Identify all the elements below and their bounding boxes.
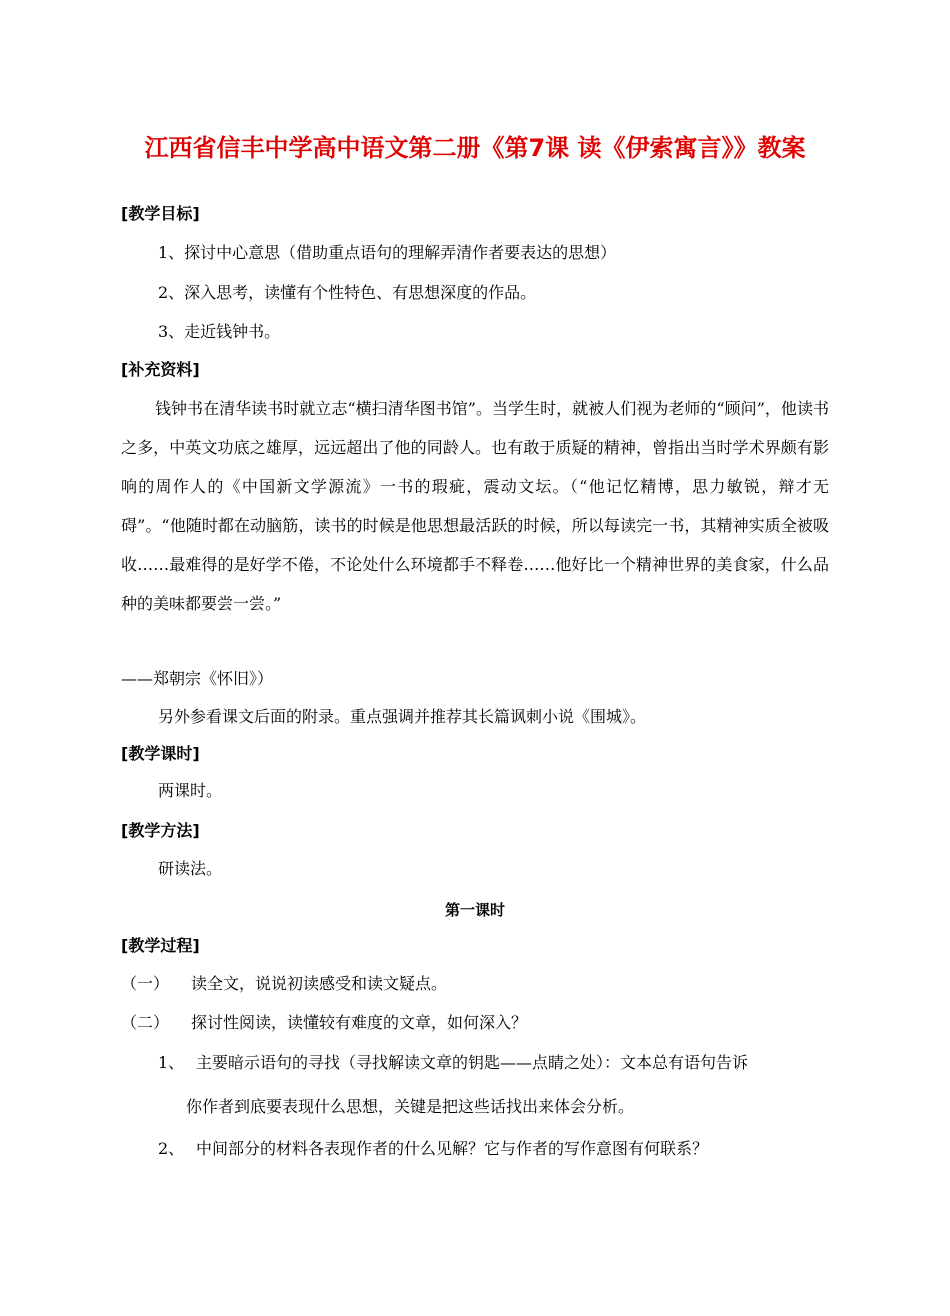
- step-text: 读全文，说说初读感受和读文疑点。: [191, 974, 448, 993]
- goal-item-1: 1、探讨中心意思（借助重点语句的理解弄清作者要表达的思想）: [158, 243, 617, 262]
- hours-text: 两课时。: [158, 781, 223, 800]
- supplement-source: ——郑朝宗《怀旧》）: [121, 669, 274, 688]
- supplement-paragraph: 钱钟书在清华读书时就立志“横扫清华图书馆”。当学生时，就被人们视为老师的“顾问”，他读书之多，中英文功底之雄厚，远远超出了他的同龄人。也有敢于质疑的精神，曾指出当时学术界颇有影响的周作人的《中国新文学源流》一书的瑕疵，震动文坛。（“他记忆精博，思力敏锐，辩才无碍”。“他随时都在动脑筋，读书的时候是他思想最活跃的时候，所以每读完一书，其精神实质全被吸收……最难得的是好学不倦，不论处什么环境都手不释卷……他好比一个精神世界的美食家，什么品种的美味都要尝一尝。”: [121, 399, 829, 613]
- goal-item-2: 2、深入思考，读懂有个性特色、有思想深度的作品。: [158, 283, 537, 302]
- sub-text: 中间部分的材料各表现作者的什么见解？它与作者的写作意图有何联系？: [196, 1139, 709, 1158]
- goal-item-3: 3、走近钱钟书。: [158, 322, 281, 341]
- step-label: （一）: [121, 974, 170, 993]
- lesson-one-heading: 第一课时: [444, 901, 505, 919]
- hours-heading: [教学课时]: [121, 744, 200, 763]
- method-text: 研读法。: [158, 859, 223, 878]
- process-step-2: [121, 1012, 527, 1034]
- step-text: 探讨性阅读，读懂较有难度的文章，如何深入？: [191, 1013, 528, 1032]
- process-sub-1: [158, 1052, 748, 1074]
- sub-text: 主要暗示语句的寻找（寻找解读文章的钥匙——点睛之处）：文本总有语句告诉: [196, 1053, 749, 1072]
- sub-label: 1、: [158, 1053, 185, 1072]
- step-label: （二）: [121, 1013, 170, 1032]
- process-sub-1-continued: 你作者到底要表现什么思想，关键是把这些话找出来体会分析。: [186, 1097, 635, 1116]
- process-sub-2: [158, 1138, 708, 1160]
- goals-heading: [教学目标]: [121, 204, 200, 223]
- process-heading: [教学过程]: [121, 936, 200, 955]
- sub-label: 2、: [158, 1139, 185, 1158]
- process-step-1: [121, 973, 447, 995]
- supplement-heading: [补充资料]: [121, 360, 200, 379]
- supplement-note: 另外参看课文后面的附录。重点强调并推荐其长篇讽刺小说《围城》。: [158, 707, 647, 726]
- method-heading: [教学方法]: [121, 821, 200, 840]
- document-title: 江西省信丰中学高中语文第二册《第7课 读《伊索寓言》》教案: [144, 134, 806, 162]
